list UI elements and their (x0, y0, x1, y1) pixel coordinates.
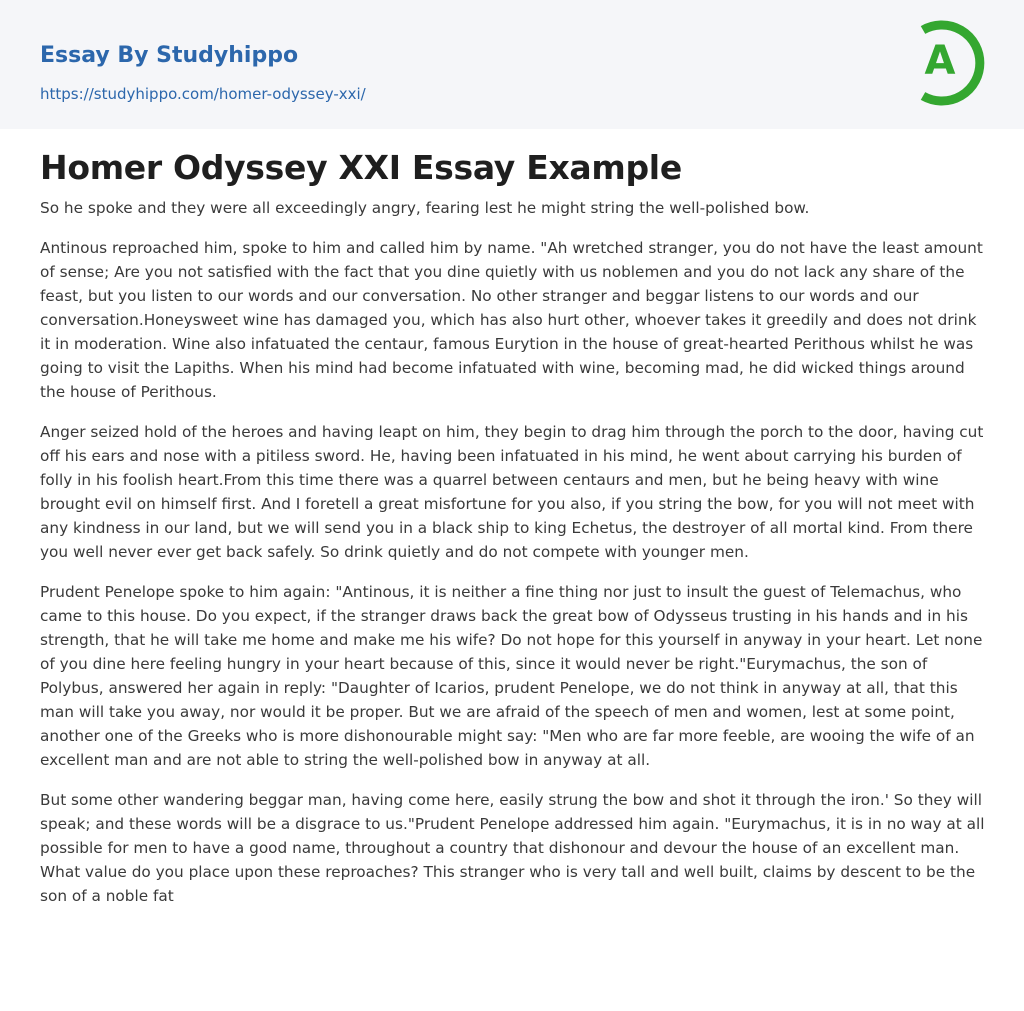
page-header (0, 0, 1024, 129)
article-paragraph-2: Antinous reproached him, spoke to him and called him by name. "Ah wretched stranger, you do not have the least amount of sense; Are you not satisfied with the fact that you dine quietly with us noblemen and you do not lack any share of the feast, but you listen to our words and our conversation. No other stranger and beggar listens to our words and our conversation.Honeysweet wine has damaged you, which has also hurt other, whoever takes it greedily and does not drink it in moderation. Wine also infatuated the centaur, famous Eurytion in the house of great-hearted Perithous whilst he was going to visit the Lapiths. When his mind had become infatuated with wine, becoming mad, he did wicked things around the house of Perithous. (40, 239, 983, 401)
essay-url-link[interactable]: https://studyhippo.com/homer-odyssey-xxi/ (40, 85, 366, 103)
article (40, 140, 986, 924)
article-paragraph-5: But some other wandering beggar man, having come here, easily strung the bow and shot it through the iron.' So they will speak; and these words will be a disgrace to us."Prudent Penelope addressed him again. "Eurymachus, it is in no way at all possible for men to have a good name, throughout a country that dishonour and devour the house of an excellent man. What value do you place upon these reproaches? This stranger who is very tall and well built, claims by descent to be the son of a noble fat (40, 791, 985, 905)
studyhippo-logo-icon[interactable] (910, 18, 990, 108)
article-paragraph-1: So he spoke and they were all exceedingly angry, fearing lest he might string the well-polished bow. (40, 199, 810, 217)
article-title: Homer Odyssey XXI Essay Example (40, 148, 682, 187)
logo-letter: A (924, 38, 956, 84)
brand-title: Essay By Studyhippo (40, 43, 299, 68)
article-paragraph-4: Prudent Penelope spoke to him again: "Antinous, it is neither a fine thing nor just to insult the guest of Telemachus, who came to this house. Do you expect, if the stranger draws back the great bow of Odysseus trusting in his hands and in his strength, that he will take me home and make me his wife? Do not hope for this yourself in anyway in your heart. Let none of you dine here feeling hungry in your heart because of this, since it would never be right."Eurymachus, the son of Polybus, answered her again in reply: "Daughter of Icarios, prudent Penelope, we do not think in anyway at all, that this man will take you away, nor would it be proper. But we are afraid of the speech of men and women, lest at some point, another one of the Greeks who is more dishonourable might say: "Men who are far more feeble, are wooing the wife of an excellent man and are not able to string the well-polished bow in anyway at all. (40, 583, 983, 769)
article-paragraph-3: Anger seized hold of the heroes and having leapt on him, they begin to drag him through the porch to the door, having cut off his ears and nose with a pitiless sword. He, having been infatuated in his mind, he went about carrying his burden of folly in his foolish heart.From this time there was a quarrel between centaurs and men, but he being heavy with wine brought evil on himself first. And I foretell a great misfortune for you also, if you string the bow, for you will not meet with any kindness in our land, but we will send you in a black ship to king Echetus, the destroyer of all mortal kind. From there you well never ever get back safely. So drink quietly and do not compete with younger men. (40, 423, 984, 561)
